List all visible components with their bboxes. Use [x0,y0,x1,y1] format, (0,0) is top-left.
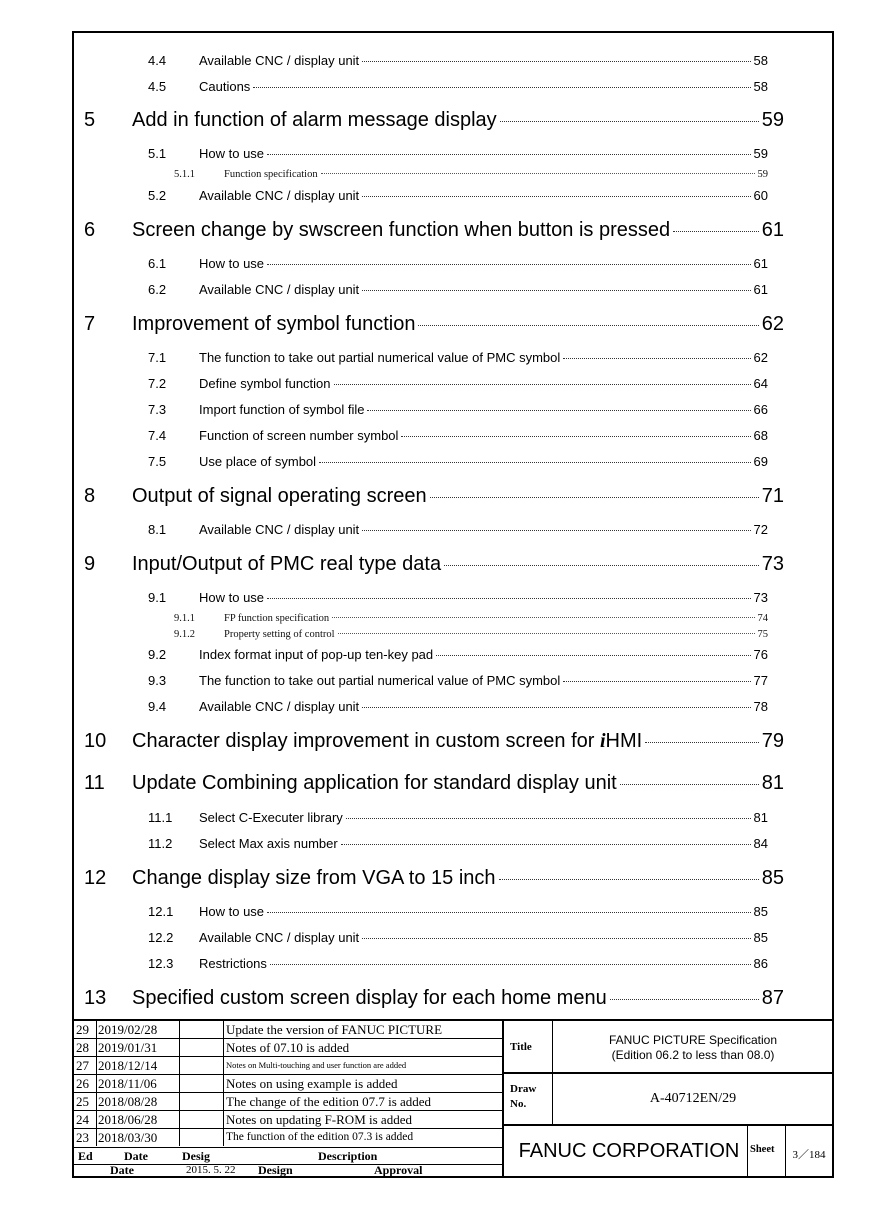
toc-title: Change display size from VGA to 15 inch [132,867,496,889]
toc-number: 11.1 [148,810,173,825]
toc-title: The function to take out partial numerical value of PMC symbol [199,350,561,365]
history-ed: 26 [76,1075,97,1092]
toc-number: 11 [84,772,105,794]
toc-number: 13 [84,987,107,1009]
toc-number: 7.2 [148,376,167,391]
history-desig [180,1075,224,1092]
history-row [74,1129,504,1146]
toc-page: 72 [753,522,768,537]
toc-leader [332,617,754,618]
toc-entry[interactable] [74,810,832,828]
toc-number: 7.3 [148,402,167,417]
toc-title: Available CNC / display unit [199,522,360,537]
toc-number: 8 [84,485,96,507]
toc-title: Add in function of alarm message display [132,109,497,131]
toc-text [132,730,784,753]
toc-title: Select Max axis number [199,836,338,851]
history-date: 2018/06/28 [98,1111,180,1128]
toc-text [199,836,768,851]
toc-page: 84 [753,836,768,851]
revision-history [74,1021,504,1176]
toc-page: 78 [753,699,768,714]
history-description: The change of the edition 07.7 is added [226,1094,432,1109]
toc-text [199,673,768,688]
toc-entry[interactable] [74,256,832,274]
history-row [74,1039,504,1056]
toc-number: 8.1 [148,522,167,537]
toc-title: Function specification [224,169,318,180]
toc-entry[interactable] [74,629,832,642]
toc-leader [673,231,759,232]
toc-leader [362,530,750,531]
toc-text [224,169,768,180]
toc-page: 87 [761,987,784,1009]
toc-entry[interactable] [74,402,832,420]
toc-number: 12 [84,867,107,889]
title-block [72,1019,834,1178]
toc-entry[interactable] [74,428,832,446]
history-desig [180,1129,224,1146]
toc-page: 61 [753,256,768,271]
history-row [74,1057,504,1074]
footer-approval: Approval [374,1163,423,1177]
toc-text [199,350,768,365]
toc-number: 7.5 [148,454,167,469]
page-frame [72,31,834,1178]
toc-text [132,219,784,242]
toc-page: 85 [753,930,768,945]
toc-title: Function of screen number symbol [199,428,399,443]
toc-leader [267,912,750,913]
toc-leader [500,121,759,122]
toc-leader [367,410,750,411]
toc-entry[interactable] [74,313,832,339]
toc-entry[interactable] [74,956,832,974]
toc-number: 7.4 [148,428,167,443]
toc-page: 60 [753,188,768,203]
toc-page: 58 [753,79,768,94]
toc-text [199,956,768,971]
toc-entry[interactable] [74,219,832,245]
toc-number: 5.1 [148,146,167,161]
toc-leader [563,681,750,682]
toc-page: 62 [761,313,784,335]
toc-text [199,188,768,203]
history-desig [180,1057,224,1074]
toc-title: Restrictions [199,956,267,971]
toc-title: FP function specification [224,613,330,624]
toc-number: 12.3 [148,956,174,971]
title-box [504,1021,834,1074]
toc-page: 66 [753,402,768,417]
history-description: Notes on using example is added [226,1076,398,1091]
toc-title: Property setting of control [224,629,335,640]
toc-title: Input/Output of PMC real type data [132,553,442,575]
toc-leader [319,462,750,463]
toc-number: 9.1.1 [174,613,195,624]
toc-text [199,376,768,391]
toc-page: 59 [761,109,784,131]
toc-text [199,256,768,271]
history-date: 2018/12/14 [98,1057,180,1074]
toc-number: 9.3 [148,673,167,688]
header-ed: Ed [78,1149,93,1163]
toc-text [132,553,784,576]
toc-leader [338,633,755,634]
toc-title: Available CNC / display unit [199,188,360,203]
history-desig [180,1021,224,1038]
toc-entry[interactable] [74,146,832,164]
toc-title: Index format input of pop-up ten-key pad [199,647,434,662]
toc-entry[interactable] [74,169,832,182]
toc-leader [430,497,759,498]
toc-text [199,647,768,662]
history-description: Notes on updating F-ROM is added [226,1112,412,1127]
header-description: Description [318,1149,378,1163]
toc-number: 9.4 [148,699,167,714]
toc-entry[interactable] [74,590,832,608]
history-ed: 23 [76,1129,97,1146]
document-title-line1: FANUC PICTURE Specification [608,1033,778,1047]
history-ed: 27 [76,1057,97,1074]
toc-text [199,53,768,68]
footer-date-value: 2015. 5. 22 [186,1164,236,1176]
toc-page: 64 [753,376,768,391]
history-date: 2018/03/30 [98,1129,180,1146]
history-description: The function of the edition 07.3 is added [226,1131,414,1143]
draw-no-label: Draw No. [510,1083,537,1110]
toc-number: 6.2 [148,282,167,297]
toc-number: 6 [84,219,96,241]
toc-page: 62 [753,350,768,365]
toc-entry[interactable] [74,188,832,206]
toc-title: Use place of symbol [199,454,317,469]
history-date: 2018/08/28 [98,1093,180,1110]
toc-page: 68 [753,428,768,443]
toc-leader [362,938,750,939]
toc-page: 71 [761,485,784,507]
toc-entry[interactable] [74,282,832,300]
toc-entry[interactable] [74,522,832,540]
header-desig: Desig [182,1149,210,1163]
toc-text [132,867,784,890]
toc-page: 73 [761,553,784,575]
draw-number: A-40712EN/29 [649,1091,737,1106]
toc-text [199,590,768,605]
toc-text [199,522,768,537]
toc-number: 11.2 [148,836,173,851]
toc-title: Screen change by swscreen function when button is pressed [132,219,671,241]
toc-title: Specified custom screen display for each home menu [132,987,607,1009]
history-row [74,1075,504,1092]
toc-page: 73 [753,590,768,605]
toc-page: 81 [753,810,768,825]
toc-number: 12.1 [148,904,174,919]
toc-number: 10 [84,730,107,752]
toc-title: Cautions [199,79,251,94]
toc-entry[interactable] [74,772,832,798]
toc-page: 86 [753,956,768,971]
toc-entry[interactable] [74,79,832,97]
toc-page: 79 [761,730,784,752]
document-title-line2: (Edition 06.2 to less than 08.0) [611,1048,775,1062]
toc-leader [362,61,750,62]
history-ed: 25 [76,1093,97,1110]
toc-page: 77 [753,673,768,688]
toc-number: 9.2 [148,647,167,662]
toc-leader [645,742,759,743]
toc-leader [436,655,750,656]
history-description: Update the version of FANUC PICTURE [226,1022,443,1037]
history-description: Notes on Multi-touching and user function are added [226,1060,407,1070]
toc-entry[interactable] [74,350,832,368]
toc-entry[interactable] [74,613,832,626]
toc-title: Update Combining application for standard display unit [132,772,617,794]
toc-number: 7 [84,313,96,335]
toc-entry[interactable] [74,485,832,511]
toc-text [224,613,768,624]
toc-title: Available CNC / display unit [199,282,360,297]
title-block-right [504,1021,834,1176]
toc-title: Available CNC / display unit [199,53,360,68]
history-date: 2019/02/28 [98,1021,180,1038]
toc-page: 81 [761,772,784,794]
toc-page: 58 [753,53,768,68]
toc-leader [253,87,750,88]
toc-entry[interactable] [74,53,832,71]
toc-leader [444,565,759,566]
toc-text [199,699,768,714]
toc-leader [267,598,750,599]
toc-text [132,485,784,508]
toc-page: 59 [757,169,768,180]
toc-number: 9.1 [148,590,167,605]
toc-entry[interactable] [74,836,832,854]
toc-page: 61 [753,282,768,297]
toc-leader [267,264,750,265]
toc-title: How to use [199,256,265,271]
toc-entry[interactable] [74,699,832,717]
toc-page: 74 [757,613,768,624]
toc-leader [267,154,750,155]
history-description: Notes of 07.10 is added [226,1040,350,1055]
toc-text [132,109,784,132]
toc-entry[interactable] [74,454,832,472]
history-desig [180,1039,224,1056]
toc-leader [362,707,750,708]
toc-title: Available CNC / display unit [199,930,360,945]
toc-leader [499,879,759,880]
toc-entry[interactable] [74,647,832,665]
toc-entry[interactable] [74,673,832,691]
toc-entry[interactable] [74,553,832,579]
sheet-label: Sheet [750,1144,775,1155]
toc-entry[interactable] [74,376,832,394]
toc-leader [620,784,759,785]
history-desig [180,1093,224,1110]
toc-text [132,772,784,795]
toc-leader [341,844,751,845]
toc-text [199,454,768,469]
toc-title: How to use [199,590,265,605]
toc-entry[interactable] [74,867,832,893]
title-label: Title [510,1041,532,1053]
toc-text [199,810,768,825]
history-ed: 24 [76,1111,97,1128]
footer-date-label: Date [110,1163,134,1177]
footer-design: Design [258,1163,293,1177]
toc-leader [362,196,750,197]
toc-number: 5 [84,109,96,131]
toc-entry[interactable] [74,109,832,135]
toc-number: 4.5 [148,79,167,94]
toc-entry[interactable] [74,987,832,1013]
toc-number: 12.2 [148,930,174,945]
toc-title: How to use [199,904,265,919]
toc-number: 4.4 [148,53,167,68]
toc-number: 9.1.2 [174,629,195,640]
toc-entry[interactable] [74,730,832,756]
history-row [74,1111,504,1128]
toc-text [132,313,784,336]
toc-number: 5.2 [148,188,167,203]
toc-page: 76 [753,647,768,662]
toc-text [199,146,768,161]
toc-page: 69 [753,454,768,469]
toc-leader [401,436,750,437]
document-title [554,1033,832,1063]
company-name: FANUC CORPORATION [518,1140,740,1162]
toc-title: Output of signal operating screen [132,485,427,507]
toc-number: 9 [84,553,96,575]
toc-text [199,904,768,919]
history-date: 2018/11/06 [98,1075,180,1092]
company-box [504,1126,834,1176]
history-ed: 29 [76,1021,97,1038]
sheet-number: 3／184 [792,1149,826,1161]
history-row [74,1021,504,1038]
toc-title: The function to take out partial numerical value of PMC symbol [199,673,561,688]
toc-leader [418,325,758,326]
toc-text [199,282,768,297]
toc-text [199,428,768,443]
toc-text [224,629,768,640]
toc-title: Import function of symbol file [199,402,365,417]
history-desig [180,1111,224,1128]
toc-page: 59 [753,146,768,161]
toc-title: Define symbol function [199,376,331,391]
toc-leader [334,384,751,385]
toc-leader [321,173,755,174]
draw-no-box [504,1074,834,1126]
toc-title: Improvement of symbol function [132,313,416,335]
toc-title: Select C-Executer library [199,810,343,825]
toc-text [132,987,784,1010]
toc-text [199,930,768,945]
history-row [74,1093,504,1110]
toc-leader [563,358,750,359]
toc-title: Character display improvement in custom screen for iHMI [132,730,643,752]
toc-entry[interactable] [74,904,832,922]
toc-text [199,79,768,94]
toc-leader [362,290,750,291]
history-footer [74,1163,504,1178]
toc-page: 61 [761,219,784,241]
toc-page: 85 [753,904,768,919]
toc-number: 6.1 [148,256,167,271]
toc-leader [610,999,759,1000]
history-date: 2019/01/31 [98,1039,180,1056]
toc-number: 5.1.1 [174,169,195,180]
toc-page: 85 [761,867,784,889]
header-date: Date [124,1149,148,1163]
toc-leader [270,964,751,965]
toc-page: 75 [757,629,768,640]
toc-title: Available CNC / display unit [199,699,360,714]
toc-title: How to use [199,146,265,161]
toc-text [199,402,768,417]
toc-entry[interactable] [74,930,832,948]
history-ed: 28 [76,1039,97,1056]
toc-number: 7.1 [148,350,167,365]
toc-leader [346,818,751,819]
